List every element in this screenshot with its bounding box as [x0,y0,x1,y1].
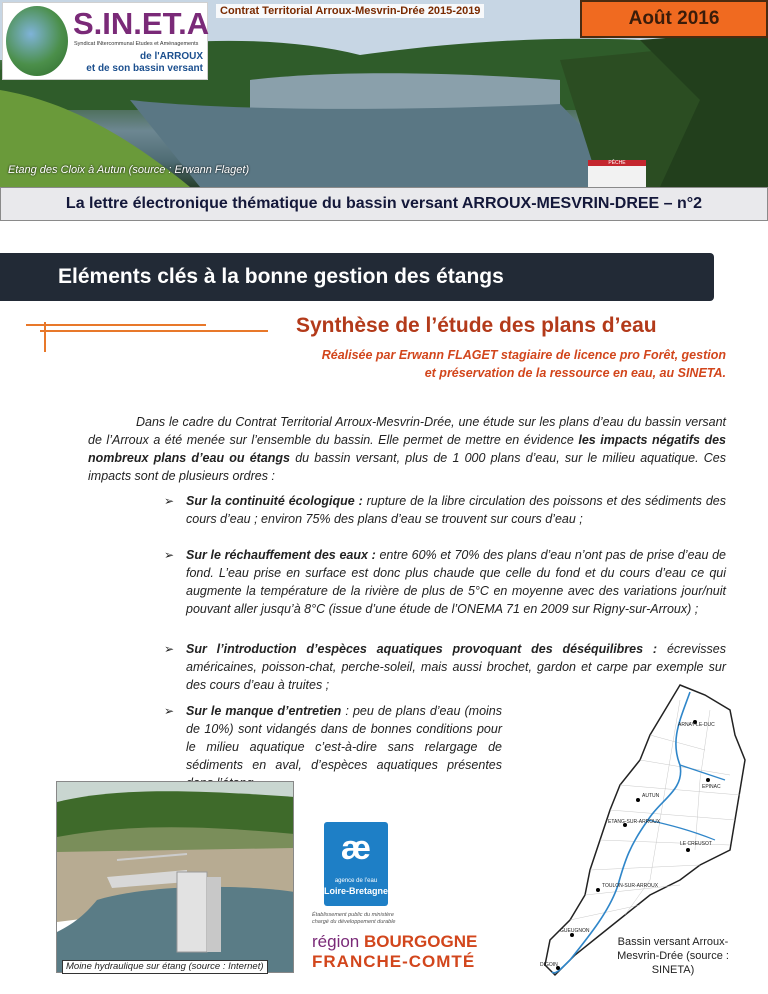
agence-eau-logo [324,822,388,906]
list-item [164,546,727,618]
agency-tagline: Établissement public du ministère chargé du développement durable [312,912,396,925]
contract-title: Contrat Territorial Arroux-Mesvrin-Drée 2015-2019 [216,4,484,18]
town-label: LE CREUSOT [680,841,712,847]
decorative-line [40,330,268,332]
intro-text-1: Dans le cadre du Contrat Territorial Arroux-Mesvrin-Drée, une étude sur les plans d’eau du bassin versant de l’Arroux a été menée sur l’ensemble du bassin. Elle permet de mettre en évidence [88,415,726,447]
author-line-1: Réalisée par Erwann FLAGET stagiaire de licence pro Forêt, gestion [321,348,726,362]
logo-subtitle: Syndicat INtercommunal Etudes et Aménagements [74,41,199,47]
logo-line1: de l'ARROUX [140,51,203,62]
intro-emphasis: les impacts négatifs des nombreux plans d’eau ou étangs [88,433,726,465]
logo-title: S.IN.ET.A [73,6,210,41]
arrow-bullet-icon: ➢ [164,704,175,718]
intro-text-2: du bassin versant, plus de 1 000 plans d’eau, sur le milieu aquatique. Ces impacts sont de plusieurs ordres : [88,451,726,483]
list-item [164,702,502,792]
header-banner [0,0,768,187]
fishing-sign [588,160,646,187]
section-title: Eléments clés à la bonne gestion des étangs [0,253,714,301]
intro-paragraph [88,413,726,485]
photo-caption: Etang des Cloix à Autun (source : Erwann Flaget) [8,164,250,176]
bullet-heading: Sur le manque d’entretien [186,704,342,718]
agency-line2: Loire-Bretagne [324,886,389,896]
town-label: DIGOIN [540,962,558,968]
bullet-text: rupture de la libre circulation des poissons et des sédiments des cours d’eau ; environ 75% des plans d’eau se trouvent sur cours d’eau ; [186,494,726,526]
town-label: GUEUGNON [560,928,590,934]
sluice-image [57,782,294,973]
author-line-2: et préservation de la ressource en eau, au SINETA. [424,366,726,380]
arrow-bullet-icon: ➢ [164,494,175,508]
bullet-text: écrevisses américaines, poisson-chat, perche-soleil, mais aussi brochet, gardon et carpe par exemple sur des cours d’eau à truites ; [186,642,726,692]
town-label: ARNAY-LE-DUC [678,722,715,728]
sluice-photo [56,781,294,973]
newsletter-title: La lettre électronique thématique du bassin versant ARROUX-MESVRIN-DREE – n°2 [0,187,768,221]
region-name-1: BOURGOGNE [363,932,478,951]
photo2-caption: Moine hydraulique sur étang (source : Internet) [62,960,268,974]
study-title: Synthèse de l’étude des plans d’eau [296,314,657,337]
region-logo [312,932,477,972]
region-name-2: FRANCHE-COMTÉ [312,952,476,971]
sign-text: PÊCHE [608,160,626,166]
arrow-bullet-icon: ➢ [164,642,175,656]
region-line1 [312,932,477,952]
bullet-text: : peu de plans d’eau (moins de 10%) sont vidangés dans de bonnes conditions pour le milieu aquatique c’est-à-dire sans relargage de sédiments en aval, d’espèces aquatiques présentes [186,704,502,772]
sineta-emblem-icon [6,6,68,76]
decorative-line [44,322,46,352]
logo-tagline [86,51,203,75]
town-label: AUTUN [642,793,660,799]
author-line [290,346,726,382]
decorative-line [26,324,206,326]
agency-mark: æ [340,829,372,867]
bullet-heading: Sur la continuité écologique : [186,494,363,508]
region-word: région [312,932,364,951]
town-label: EPINAC [702,784,721,790]
town-label: ETANG-SUR-ARROUX [608,819,661,825]
list-item [164,492,726,528]
town-label: TOULON-SUR-ARROUX [602,883,659,889]
bullet-heading: Sur le réchauffement des eaux : [186,548,376,562]
bullet-text: entre 60% et 70% des plans d’eau n’ont pas de prise d’eau de fond. L’eau prise en surface est donc plus chaude que celle du fond et du cours d’eau ce qui augmente la température de la rivière de plus de 5°C en moyenne avec des variations jour/nuit pouvant aller jusqu’à 8°C (issue d’une étude de l’ONEMA 71 en 2009 sur Rigny-sur-Arroux) ; [186,548,727,616]
map-caption: Bassin versant Arroux-Mesvrin-Drée (source : SINETA) [608,935,738,977]
logo-line2: et de son bassin versant [86,63,203,74]
bullet-heading: Sur l’introduction d’espèces aquatiques provoquant des déséquilibres : [186,642,658,656]
agency-line1: agence de l’eau [334,878,378,884]
issue-date: Août 2016 [580,0,768,38]
arrow-bullet-icon: ➢ [164,548,175,562]
sineta-logo [2,2,208,80]
